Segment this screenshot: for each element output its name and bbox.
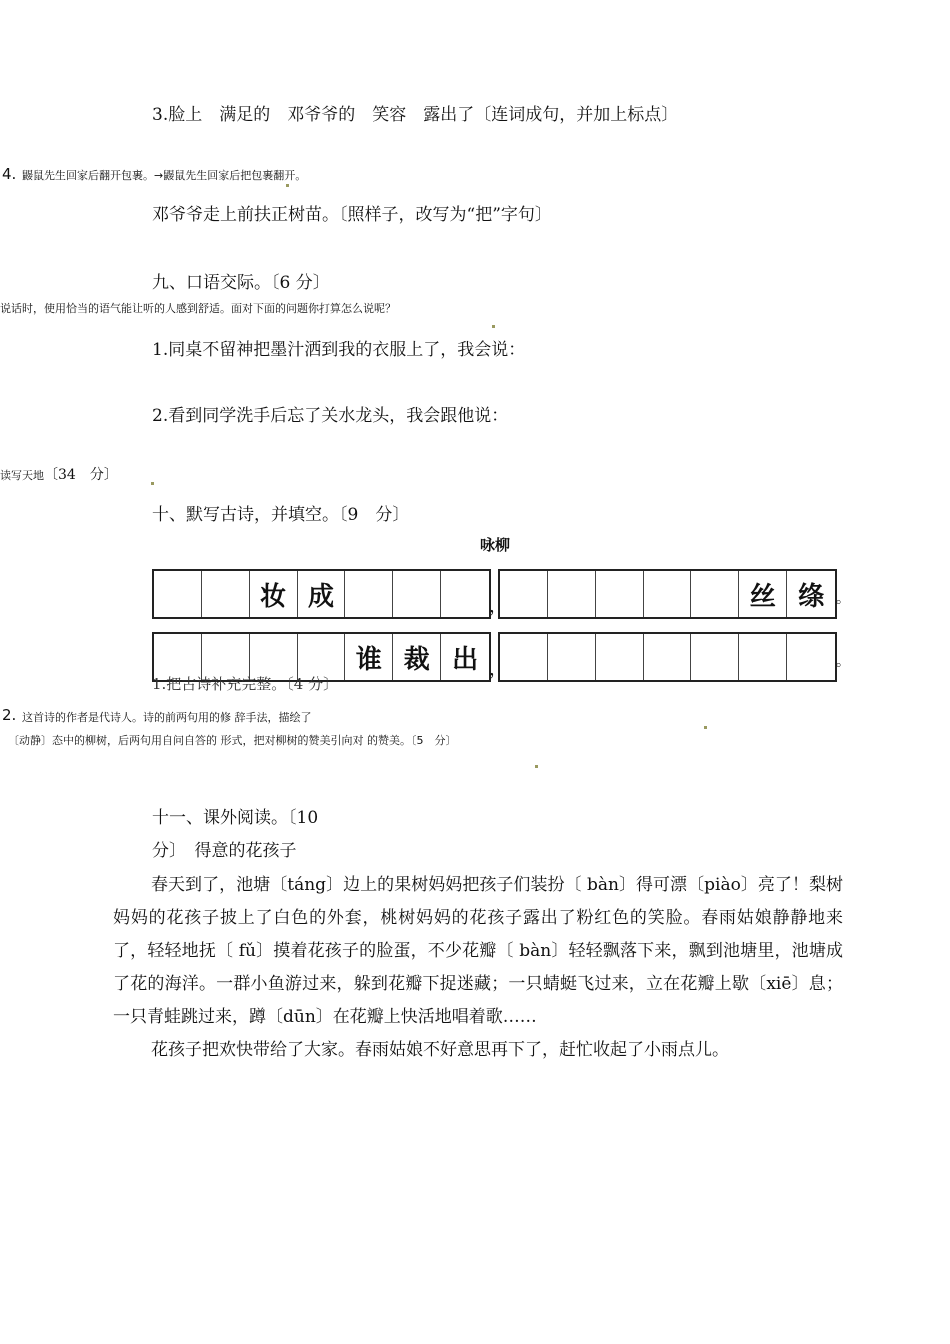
poem-cell: 裁 [393,634,441,680]
poem-cell: 绦 [798,581,825,612]
passage-paragraph-2: 花孩子把欢快带给了大家。春雨姑娘不好意思再下了，赶忙收起了小雨点儿。 [151,1040,729,1060]
poem-cell[interactable] [596,571,644,617]
section10-q2-number: 2. [2,706,17,724]
poem-cell[interactable] [202,571,250,617]
section9-q2: 2.看到同学洗手后忘了关水龙头，我会跟他说： [152,406,509,426]
section10-q2-line1: 这首诗的作者是代诗人。诗的前两句用的修 辞手法，描绘了 [22,711,312,724]
poem-cell[interactable] [691,634,739,680]
poem-cell[interactable] [202,634,250,680]
poem-cell[interactable] [548,634,596,680]
poem-title: 咏柳 [480,536,511,554]
poem-cell[interactable] [154,634,202,680]
q4-example: 鼹鼠先生回家后翻开包裹。→鼹鼠先生回家后把包裹翻开。 [22,169,307,182]
reading-writing-label: 读写天地 [0,469,44,482]
poem-cell[interactable] [298,634,346,680]
scan-speck [286,184,289,187]
poem-cell[interactable] [500,634,548,680]
poem-cell[interactable] [644,634,692,680]
scan-speck [151,482,154,485]
section11-title-line1: 十一、课外阅读。〔10 [152,808,319,828]
poem-cell: 出 [452,644,479,675]
poem-cell[interactable] [441,571,489,617]
passage-paragraph-1: 春天到了，池塘〔táng〕边上的果树妈妈把孩子们装扮〔 bàn〕得可漂〔piào〕亮了！梨树妈妈的花孩子披上了白色的外套，桃树妈妈的花孩子露出了粉红色的笑脸。春雨姑娘静静地来了，轻轻地抚〔 fǔ〕摸着花孩子的脸蛋，不少花瓣〔 bàn〕轻轻飘落下来，飘到池塘里，池塘成了花的海洋。一群小鱼游过来，躲到花瓣下捉迷藏；一只蜻蜓飞过来，立在花瓣上歇〔xiē〕息；一只青蛙跳过来，蹲〔dūn〕在花瓣上快活地唱着歌…… [113,875,843,1027]
section10-q2-line2: 〔动静〕态中的柳树，后两句用自问自答的 形式，把对柳树的赞美引向对 的赞美。〔5 分〕 [8,734,457,747]
scan-speck [492,325,495,328]
q4-number: 4. [2,165,17,183]
poem-line1-left-grid [152,569,491,619]
poem-line1-right-grid [498,569,837,619]
poem-cell[interactable] [596,634,644,680]
section11-title-line2: 分〕 得意的花孩子 [152,841,297,861]
section9-q1: 1.同桌不留神把墨汁洒到我的衣服上了，我会说： [152,340,526,360]
poem-cell[interactable] [644,571,692,617]
poem-cell[interactable] [691,571,739,617]
q3-text: 3.脸上 满足的 邓爷爷的 笑容 露出了〔连词成句，并加上标点〕 [152,105,679,125]
section10-title: 十、默写古诗，并填空。〔9 分〕 [152,505,410,525]
section9-intro: 说话时，使用恰当的语气能让听的人感到舒适。面对下面的问题你打算怎么说呢？ [0,302,396,315]
poem-cell[interactable] [739,634,787,680]
section9-title: 九、口语交际。〔6 分〕 [152,273,330,293]
q4-task: 邓爷爷走上前扶正树苗。〔照样子，改写为“把”字句〕 [152,205,552,225]
scan-speck [704,726,707,729]
section10-q1: 1.把古诗补充完整。〔4 分〕 [152,675,339,693]
poem-cell[interactable] [154,571,202,617]
poem-line2-right-grid [498,632,837,682]
poem-cell[interactable] [393,571,441,617]
poem-cell: 成 [298,571,346,617]
poem-period: 。 [836,591,850,607]
scan-speck [535,765,538,768]
poem-cell[interactable] [500,571,548,617]
reading-writing-score: 〔34 分〕 [44,467,118,483]
reading-passage [113,869,843,1067]
poem-cell: 丝 [739,571,787,617]
poem-cell[interactable] [787,634,835,680]
poem-cell: 谁 [345,634,393,680]
poem-period: 。 [836,654,850,670]
poem-cell[interactable] [548,571,596,617]
poem-cell[interactable] [250,634,298,680]
poem-comma: ， [489,659,507,680]
poem-comma: ， [489,596,507,617]
poem-cell: 妆 [250,571,298,617]
reading-writing-heading [0,466,118,482]
poem-cell[interactable] [345,571,393,617]
